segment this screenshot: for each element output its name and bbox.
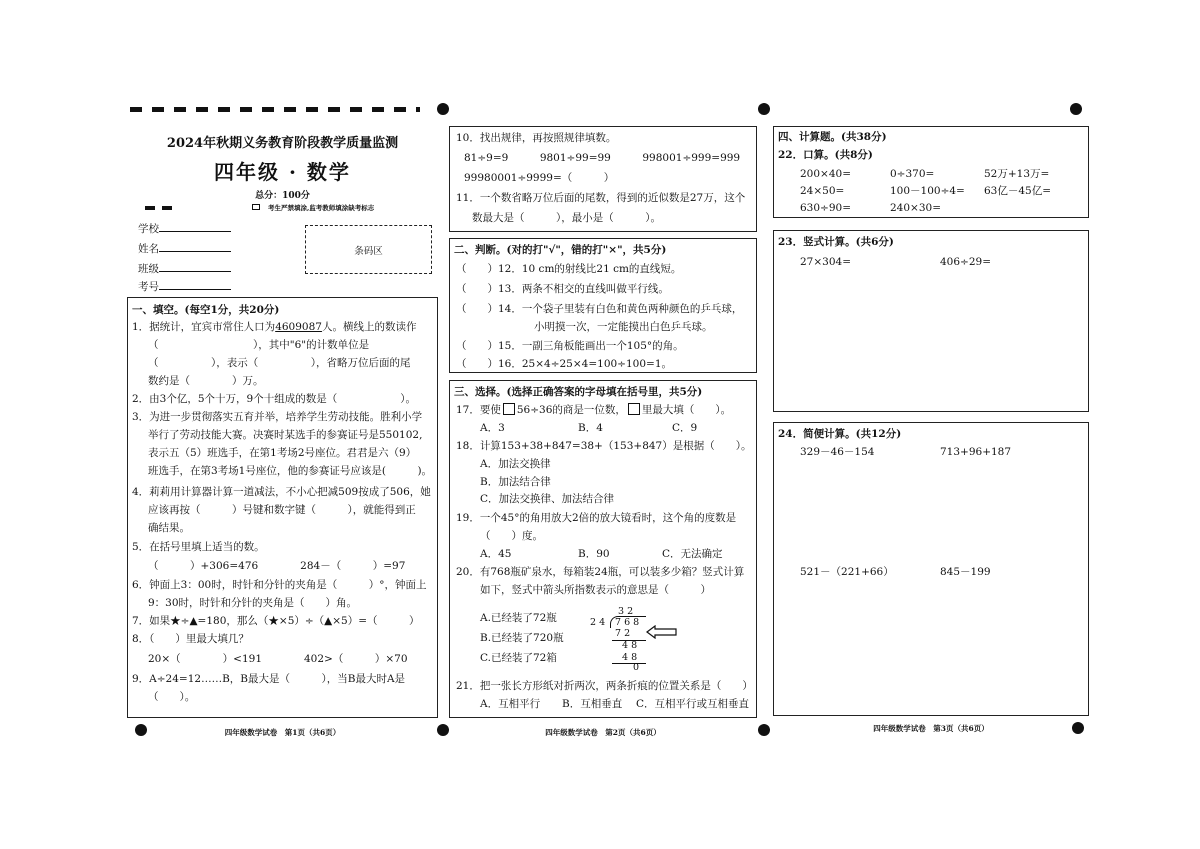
page-footer: 四年级数学试卷 第1页（共6页） xyxy=(224,728,341,737)
option-a: A．加法交换律 xyxy=(480,458,551,470)
option-c: C．互相平行或互相垂直 xyxy=(636,698,750,710)
barcode-area xyxy=(305,225,432,274)
dividend: 7 6 8 xyxy=(615,617,640,628)
question-line: 20×（ ）<191 402>（ ）×70 xyxy=(148,653,408,665)
field-exam-number[interactable]: 考号 xyxy=(138,280,231,294)
step-product: 4 8 xyxy=(622,652,638,663)
section-pattern xyxy=(449,126,757,232)
tf-item-14: （ ）14．一个袋子里装有白色和黄色两种颜色的乒乓球， xyxy=(456,303,743,315)
option-b: B．互相垂直 xyxy=(562,698,623,710)
calc-item: 845－199 xyxy=(940,566,991,578)
page-footer: 四年级数学试卷 第3页（共6页） xyxy=(873,724,989,733)
option-a: A.已经装了72瓶 xyxy=(480,612,557,624)
question-line: 确结果。 xyxy=(148,522,190,534)
absence-checkbox[interactable] xyxy=(252,204,260,210)
question-1: 1．据统计，宜宾市常住人口为4609087人。横线上的数读作 xyxy=(132,321,417,333)
question-line: （ ）。 xyxy=(148,691,196,703)
page-footer: 四年级数学试卷 第2页（共6页） xyxy=(545,728,661,737)
step-remainder: 4 8 xyxy=(622,640,638,651)
step-product: 7 2 xyxy=(615,628,631,639)
section-heading: 一、填空。(每空1分，共20分) xyxy=(132,304,280,316)
question-2: 2．由3个亿，5个十万，9个十组成的数是（ ）。 xyxy=(132,393,416,405)
section-column-calc xyxy=(773,230,1089,412)
question-19: 19．一个45°的角用放大2倍的放大镜看时，这个角的度数是 xyxy=(456,512,737,524)
option-b: B.已经装了720瓶 xyxy=(480,632,564,644)
option-b: B．90 xyxy=(578,548,610,560)
question-9: 9．A÷24=12……B，B最大是（ ），当B最大时A是 xyxy=(132,673,406,685)
question-8: 8．（ ）里最大填几？ xyxy=(132,633,249,645)
binding-dot xyxy=(437,103,449,115)
division-rule xyxy=(612,663,646,664)
calc-item: 329－46－154 xyxy=(800,446,875,458)
question-17: 17．要使 56÷36的商是一位数， 里最大填（ ）。 xyxy=(456,404,732,416)
absence-marker xyxy=(145,206,155,210)
binding-dot xyxy=(758,103,770,115)
question-line: 举行了劳动技能大赛。决赛时某选手的参赛证号是550102, xyxy=(148,429,423,441)
binding-dot xyxy=(1070,103,1082,115)
option-a: A．45 xyxy=(480,548,512,560)
section-heading: 三、选择。(选择正确答案的字母填在括号里，共5分) xyxy=(454,386,703,398)
binding-dot xyxy=(437,724,449,736)
calc-item: 27×304= xyxy=(800,256,851,268)
question-5: 5．在括号里填上适当的数。 xyxy=(132,541,265,553)
oral-item: 63亿－45亿= xyxy=(984,185,1052,197)
arrow-left-icon xyxy=(646,625,678,639)
option-b: B．加法结合律 xyxy=(480,476,551,488)
blank-box xyxy=(503,403,515,415)
option-c: C．无法确定 xyxy=(662,548,723,560)
question-20: 20．有768瓶矿泉水，每箱装24瓶，可以装多少箱？竖式计算 xyxy=(456,566,745,578)
section-heading: 二、判断。(对的打"√"，错的打"×"，共5分) xyxy=(454,244,667,256)
exam-title: 2024年秋期义务教育阶段教学质量监测 xyxy=(166,136,399,151)
question-4: 4．莉莉用计算器计算一道减法，不小心把减509按成了506，她 xyxy=(132,486,431,498)
question-10: 10．找出规律，再按照规律填数。 xyxy=(456,132,617,144)
calc-item: 521－（221+66） xyxy=(800,566,894,578)
field-school[interactable]: 学校 xyxy=(138,222,231,236)
question-line: （ ）+306=476 284－（ ）=97 xyxy=(148,560,406,572)
section-multiple-choice xyxy=(449,380,757,718)
question-line: （ ），其中"6"的计数单位是 xyxy=(148,339,370,351)
question-6: 6．钟面上3：00时，时针和分针的夹角是（ ）°，钟面上 xyxy=(132,579,427,591)
calc-item: 406÷29= xyxy=(940,256,991,268)
question-line: 数最大是（ ），最小是（ ）。 xyxy=(472,212,661,224)
question-21: 21．把一张长方形纸对折两次，两条折痕的位置关系是（ ） xyxy=(456,680,753,692)
blank-box xyxy=(628,403,640,415)
question-line: （ ）度。 xyxy=(480,530,543,542)
question-line: 表示五（5）班选手，在第1考场2号座位。君君是六（9） xyxy=(148,447,417,459)
barcode-label: 条码区 xyxy=(354,245,383,257)
divisor: 2 4 xyxy=(590,617,606,628)
tf-item-14-cont: 小明摸一次，一定能摸出白色乒乓球。 xyxy=(534,321,713,333)
oral-item: 200×40= xyxy=(800,168,851,180)
tf-item-16: （ ）16．25×4÷25×4=100÷100=1。 xyxy=(456,358,672,370)
section-true-false xyxy=(449,238,757,373)
tf-item-13: （ ）13．两条不相交的直线叫做平行线。 xyxy=(456,283,669,295)
oral-item: 0÷370= xyxy=(890,168,935,180)
calc-item: 713+96+187 xyxy=(940,446,1012,458)
total-score: 总分：100分 xyxy=(255,191,310,201)
final-remainder: 0 xyxy=(633,662,640,673)
question-line: 应该再按（ ）号键和数字键（ ），就能得到正 xyxy=(148,504,416,516)
absence-marker xyxy=(162,206,172,210)
pattern-line: 99980001÷9999=（ ） xyxy=(464,172,615,184)
question-line: 数约是（ ）万。 xyxy=(148,375,264,387)
question-line: 如下，竖式中箭头所指数表示的意思是（ ） xyxy=(480,584,711,596)
question-line: （ ），表示（ ），省略万位后面的尾 xyxy=(148,357,411,369)
option-a: A．3 xyxy=(480,422,505,434)
section-computation xyxy=(773,126,1089,218)
quotient: 3 2 xyxy=(618,606,634,617)
exam-notice: 考生严禁填涂,监考教师填涂缺考标志 xyxy=(268,204,375,212)
option-c: C．9 xyxy=(672,422,698,434)
subject-title: 四年级 · 数学 xyxy=(214,160,351,184)
binding-dashes xyxy=(130,107,420,112)
oral-item: 240×30= xyxy=(890,202,941,214)
option-b: B．4 xyxy=(578,422,603,434)
question-3: 3．为进一步贯彻落实五育并举，培养学生劳动技能。胜利小学 xyxy=(132,411,423,423)
section-fill-in xyxy=(127,297,438,718)
question-18: 18．计算153+38+847=38+（153+847）是根据（ ）。 xyxy=(456,440,752,452)
tf-item-12: （ ）12．10 cm的射线比21 cm的直线短。 xyxy=(456,263,682,275)
question-line: 班选手，在第3考场1号座位，他的参赛证号应该是( )。 xyxy=(148,465,433,477)
field-name[interactable]: 姓名 xyxy=(138,242,231,256)
question-line: 9：30时，时针和分针的夹角是（ ）角。 xyxy=(148,597,358,609)
question-23: 23．竖式计算。(共6分) xyxy=(778,236,894,248)
option-a: A．互相平行 xyxy=(480,698,541,710)
long-division xyxy=(588,605,668,673)
question-24: 24．简便计算。(共12分) xyxy=(778,428,902,440)
oral-item: 100－100÷4= xyxy=(890,185,965,197)
question-7: 7．如果★÷▲=180，那么（★×5）÷（▲×5）=（ ） xyxy=(132,615,420,627)
section-simplify-calc xyxy=(773,422,1089,716)
oral-item: 630÷90= xyxy=(800,202,851,214)
binding-dot xyxy=(758,724,770,736)
section-heading: 四、计算题。(共38分) xyxy=(778,131,887,143)
tf-item-15: （ ）15．一副三角板能画出一个105°的角。 xyxy=(456,340,684,352)
option-c: C．加法交换律、加法结合律 xyxy=(480,493,615,505)
question-11: 11．一个数省略万位后面的尾数，得到的近似数是27万，这个 xyxy=(456,192,746,204)
question-22: 22．口算。(共8分) xyxy=(778,149,873,161)
oral-item: 24×50= xyxy=(800,185,845,197)
oral-item: 52万+13万= xyxy=(984,168,1050,180)
field-class[interactable]: 班级 xyxy=(138,262,231,276)
option-c: C.已经装了72箱 xyxy=(480,652,557,664)
pattern-line: 81÷9=9 9801÷99=99 998001÷999=999 xyxy=(464,152,741,164)
